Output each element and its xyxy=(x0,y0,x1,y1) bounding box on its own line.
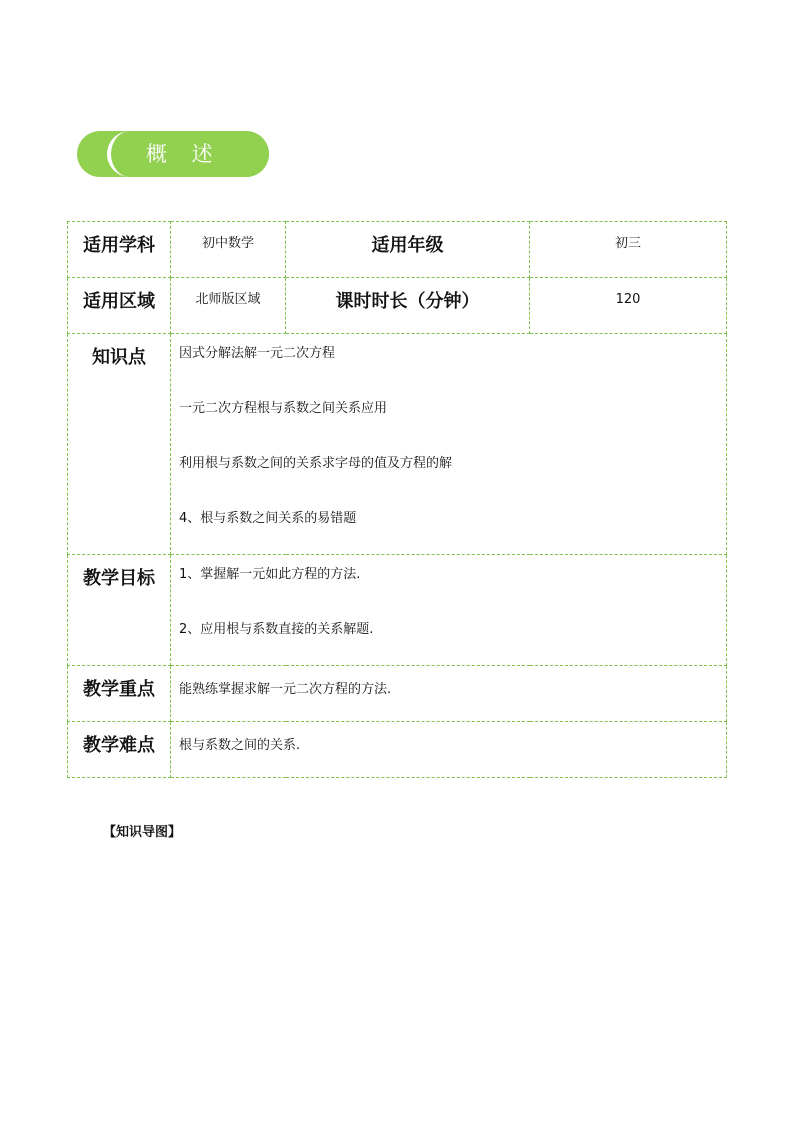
duration-value: 120 xyxy=(530,278,727,334)
knowledge-cell xyxy=(171,334,727,555)
table-row xyxy=(68,278,727,334)
subject-label: 适用学科 xyxy=(68,222,171,278)
duration-label: 课时时长（分钟） xyxy=(286,278,530,334)
table-row xyxy=(68,666,727,722)
key-label: 教学重点 xyxy=(68,666,171,722)
difficult-label: 教学难点 xyxy=(68,722,171,778)
list-item: 2、应用根与系数直接的关系解题. xyxy=(179,622,374,637)
list-item: 一元二次方程根与系数之间关系应用 xyxy=(179,401,388,416)
region-label: 适用区域 xyxy=(68,278,171,334)
list-item: 1、掌握解一元如此方程的方法. xyxy=(179,567,361,582)
table-row xyxy=(68,334,727,555)
region-value: 北师版区域 xyxy=(171,278,286,334)
list-item: 4、根与系数之间关系的易错题 xyxy=(179,511,357,526)
section-title: 概 述 xyxy=(146,142,222,166)
table-row xyxy=(68,555,727,666)
overview-table xyxy=(67,221,727,778)
goals-cell xyxy=(171,555,727,666)
key-value: 能熟练掌握求解一元二次方程的方法. xyxy=(171,666,727,722)
difficult-value: 根与系数之间的关系. xyxy=(171,722,727,778)
knowledge-map-title: 【知识导图】 xyxy=(103,825,182,840)
goals-list xyxy=(171,555,726,665)
table-row xyxy=(68,722,727,778)
list-item: 因式分解法解一元二次方程 xyxy=(179,346,336,361)
grade-value: 初三 xyxy=(530,222,727,278)
table-row xyxy=(68,222,727,278)
subject-value: 初中数学 xyxy=(171,222,286,278)
list-item: 利用根与系数之间的关系求字母的值及方程的解 xyxy=(179,456,453,471)
grade-label: 适用年级 xyxy=(286,222,530,278)
knowledge-list xyxy=(171,334,726,554)
knowledge-label: 知识点 xyxy=(68,334,171,555)
goals-label: 教学目标 xyxy=(68,555,171,666)
